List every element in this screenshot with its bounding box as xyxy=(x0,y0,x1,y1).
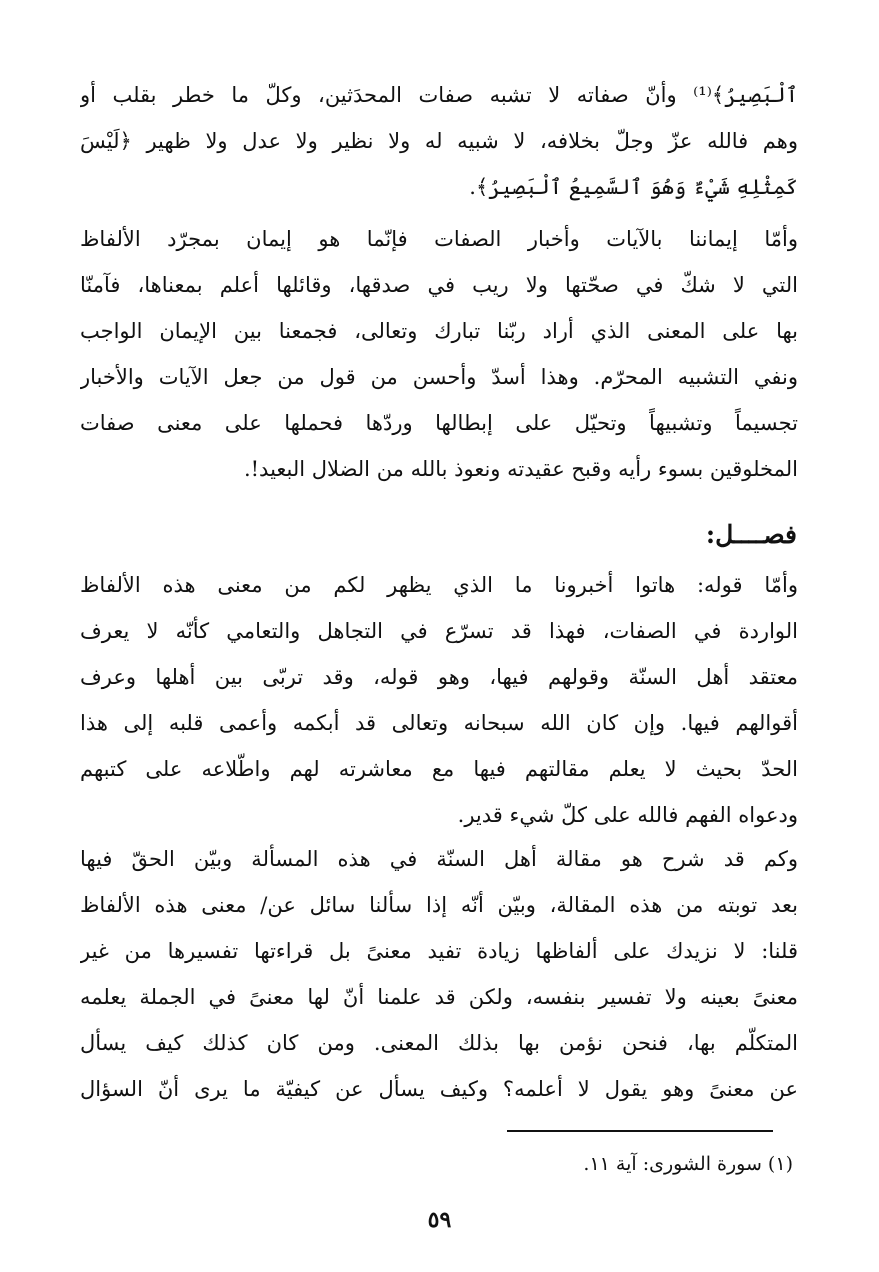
text-line: الواردة في الصفات، فهذا قد تسرّع في التجاهل والتعامي كأنّه لا يعرف xyxy=(80,619,798,643)
paragraph-1 xyxy=(80,72,798,210)
footnote-separator xyxy=(507,1130,773,1132)
text-line: المتكلّم بها، فنحن نؤمن بها بذلك المعنى. ومن كان كذلك كيف يسأل xyxy=(80,1031,798,1055)
text-line: ونفي التشبيه المحرّم. وهذا أسدّ وأحسن من قول من جعل الآيات والأخبار xyxy=(80,365,798,389)
text-line: معتقد أهل السنّة وقولهم فيها، وهو قوله، وقد تربّى بين أهلها وعرف xyxy=(80,665,798,689)
text-line: معنىً بعينه ولا تفسير بنفسه، ولكن قد علمنا أنّ لها معنىً في الجملة يعلمه xyxy=(80,985,798,1009)
text-line: الحدّ بحيث لا يعلم مقالتهم فيها مع معاشرته لهم واطّلاعه على كتبهم xyxy=(80,757,798,781)
text-line: وأمّا قوله: هاتوا أخبرونا ما الذي يظهر لكم من معنى هذه الألفاظ xyxy=(80,573,798,597)
text-line: وكم قد شرح هو مقالة أهل السنّة في هذه المسألة وبيّن الحقّ فيها xyxy=(80,847,798,871)
text-line: بها على المعنى الذي أراد ربّنا تبارك وتعالى، فجمعنا بين الإيمان الواجب xyxy=(80,319,798,343)
text-line: ودعواه الفهم فالله على كلّ شيء قدير. xyxy=(457,803,798,827)
text-line: ٱلْبَصِيرُ﴾⁽¹⁾ وأنّ صفاته لا تشبه صفات المحدَثين، وكلّ ما خطر بقلب أو xyxy=(80,83,798,107)
text-line: عن معنىً وهو يقول لا أعلمه؟ وكيف يسأل عن كيفيّة ما يرى أنّ السؤال xyxy=(80,1077,798,1101)
page-number: ٥٩ xyxy=(427,1207,452,1233)
text-line: وأمّا إيماننا بالآيات وأخبار الصفات فإنّما هو إيمان بمجرّد الألفاظ xyxy=(80,227,798,251)
text-line: وهم فالله عزّ وجلّ بخلافه، لا شبيه له ولا نظير ولا عدل ولا ظهير ﴿لَيْسَ xyxy=(80,129,798,153)
text-line: تجسيماً وتشبيهاً وتحيّل على إبطالها وردّها فحملها على معنى صفات xyxy=(80,411,798,435)
text-line: بعد توبته من هذه المقالة، وبيّن أنّه إذا سألنا سائل عن/ معنى هذه الألفاظ xyxy=(80,893,798,917)
text-line: قلنا: لا نزيدك على ألفاظها زيادة تفيد معنىً بل قراءتها تفسيرها من غير xyxy=(80,939,798,963)
text-line: أقوالهم فيها. وإن كان الله سبحانه وتعالى قد أبكمه وأعمى قلبه إلى هذا xyxy=(80,711,798,735)
paragraph-4 xyxy=(80,836,798,1112)
paragraph-2 xyxy=(80,216,798,492)
text-line: كَمِثْلِهِ شَيْءٌ وَهُوَ ٱلسَّمِيعُ ٱلْبَصِيرُ﴾. xyxy=(469,175,798,199)
text-line: التي لا شكّ في صحّتها ولا ريب في صدقها، وقائلها أعلم بمعناها، فآمنّا xyxy=(80,273,798,297)
paragraph-3 xyxy=(80,562,798,838)
section-heading: فصــــل: xyxy=(705,520,797,549)
text-line: المخلوقين بسوء رأيه وقبح عقيدته ونعوذ بالله من الضلال البعيد!. xyxy=(243,457,798,481)
footnote: (١) سورة الشورى: آية ١١. xyxy=(583,1153,793,1175)
